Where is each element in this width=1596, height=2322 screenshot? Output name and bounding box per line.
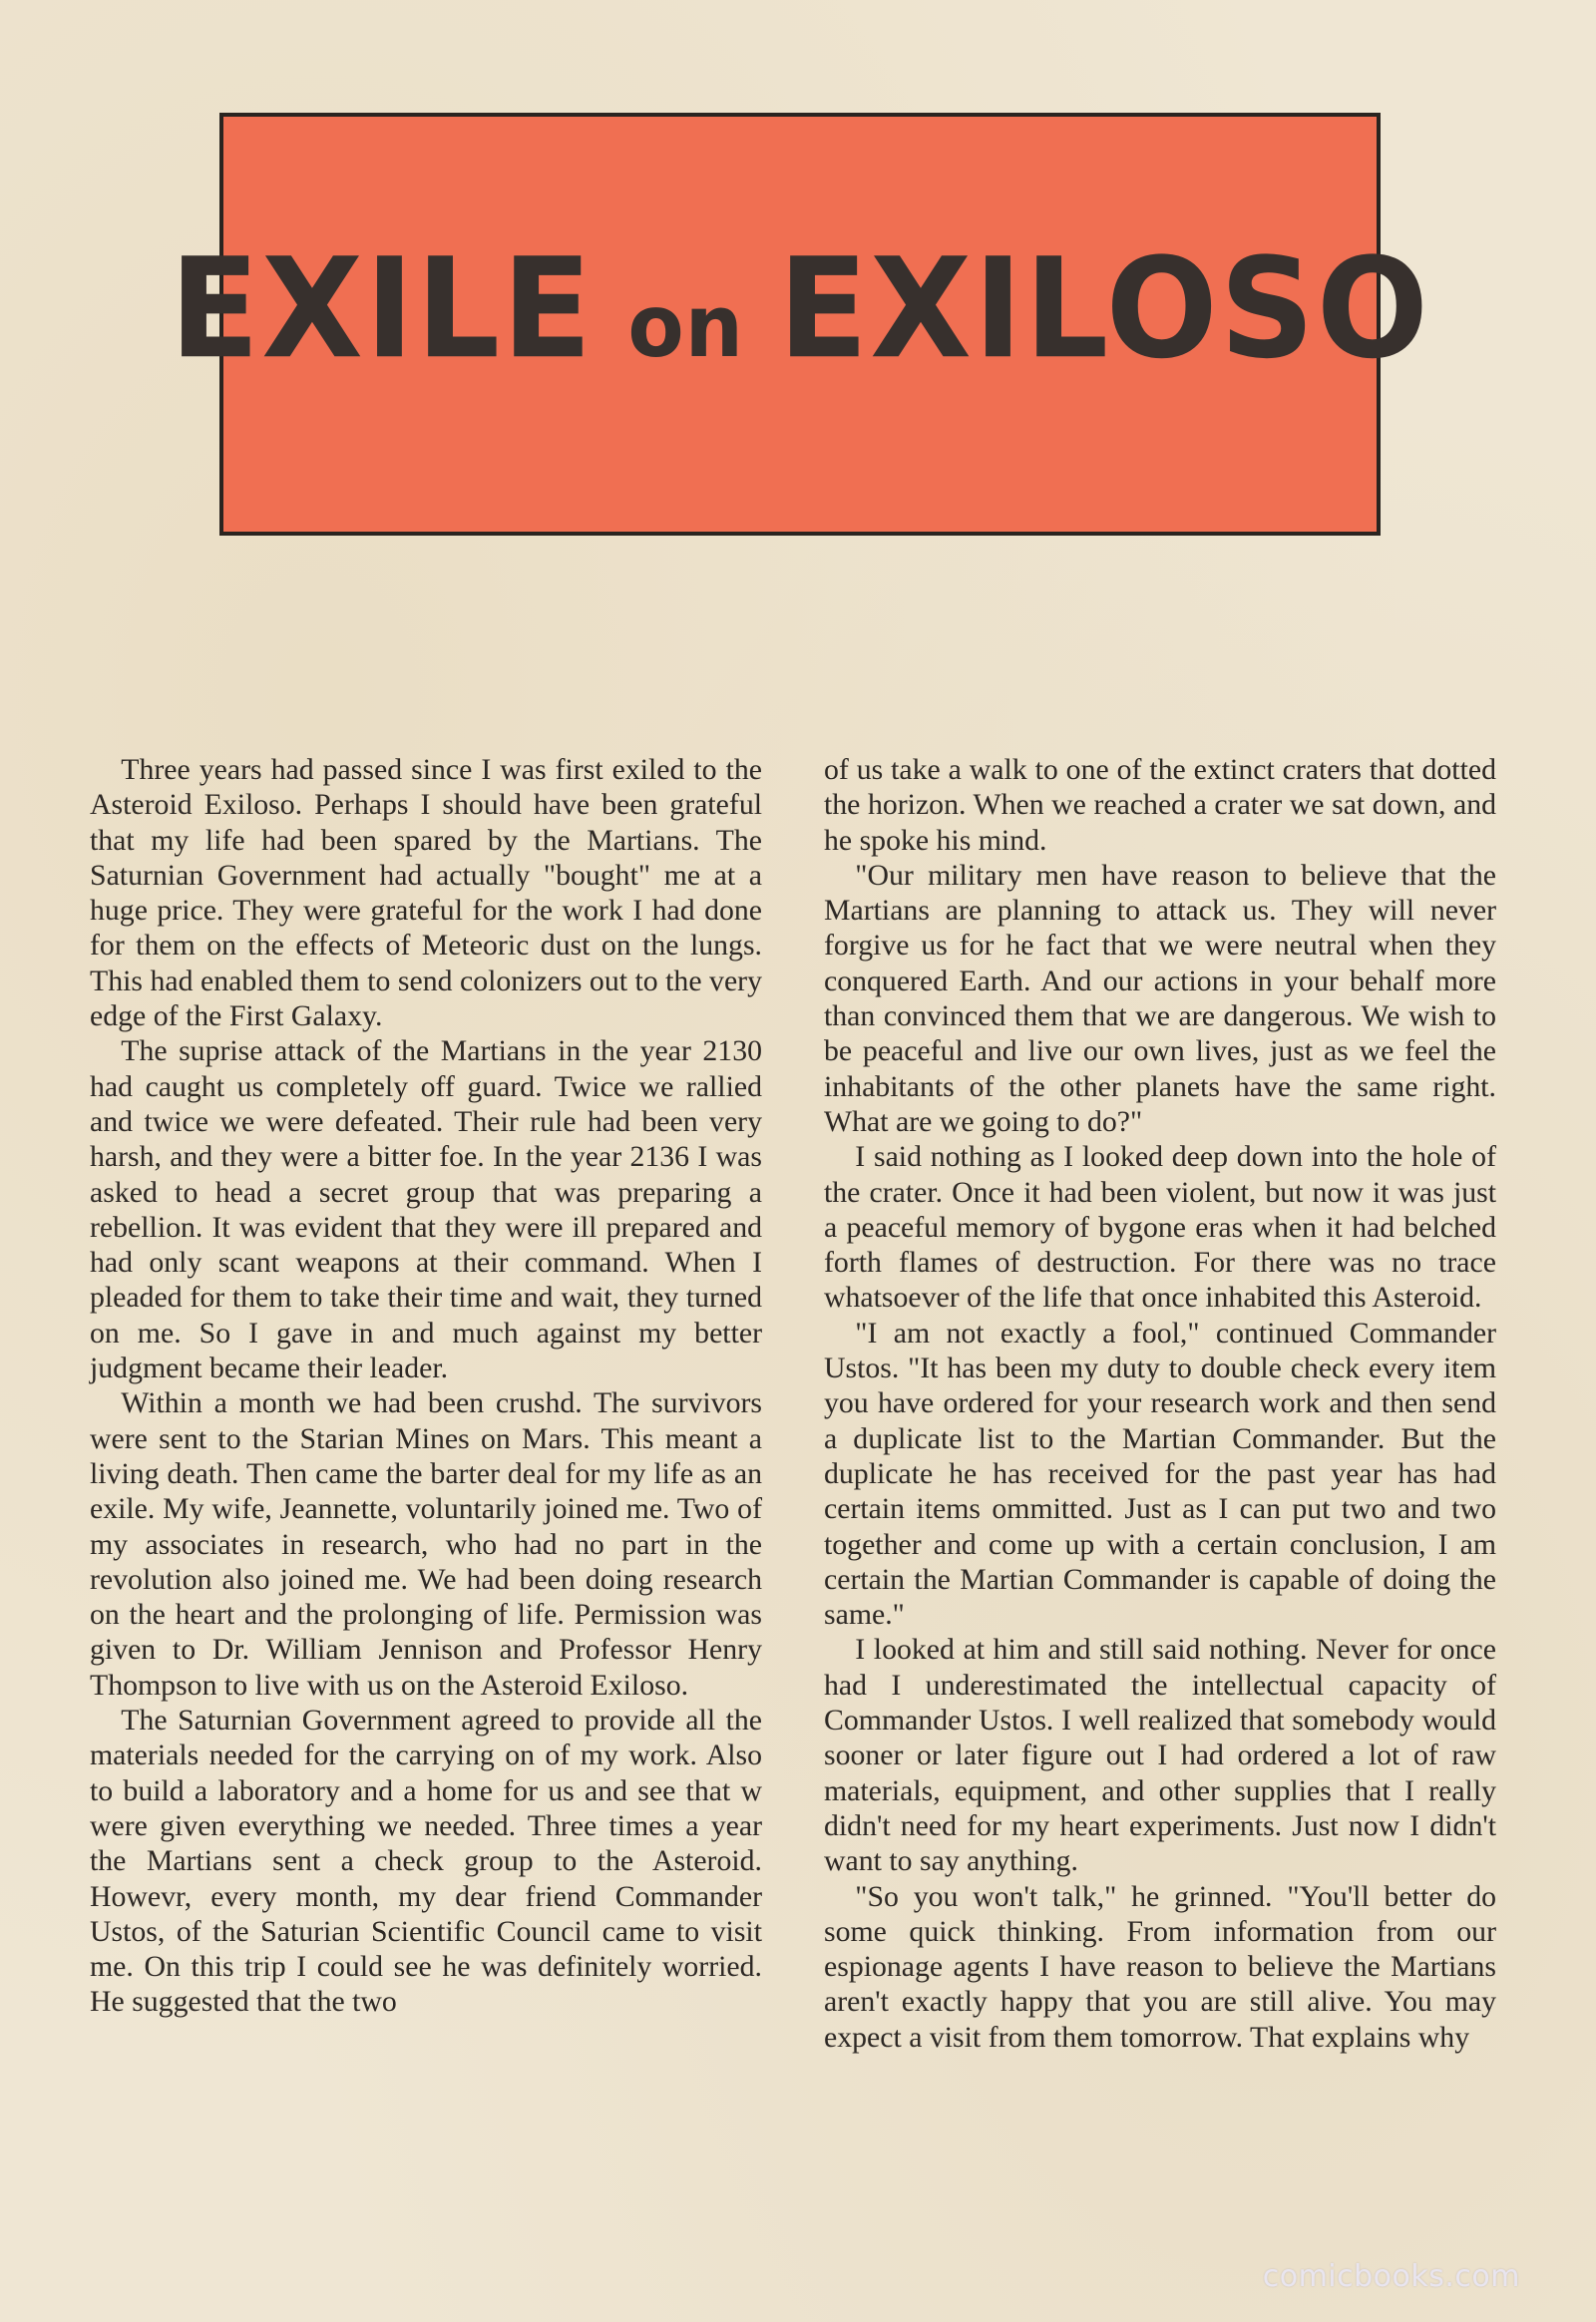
title-word-on: on (627, 277, 745, 378)
paragraph: I looked at him and still said nothing. Never for once had I underestimated the intellectual capacity of Commander Ustos. I well realized that somebody would sooner or later figure out I had ordered a lot of raw materials, equipment, and other supplies that I really didn't need for my heart experiments. Just now I didn't want to say anything. (824, 1633, 1496, 1878)
paragraph: Three years had passed since I was first exiled to the Asteroid Exiloso. Perhaps I should have been grateful that my life had been spared by the Martians. The Saturnian Government had actually "bought" me at a huge price. They were grateful for the work I had done for them on the effects of Meteoric dust on the lungs. This had enabled them to send colonizers out to the very edge of the First Galaxy. (90, 753, 762, 1033)
title-word-exile: EXILE (169, 228, 595, 390)
paragraph: "Our military men have reason to believe that the Martians are planning to attack us. They will never forgive us for he fact that we were neutral when they conquered Earth. And our actions in your behalf more than convinced them that we are dangerous. We wish to be peaceful and live our own lives, just as we feel the inhabitants of the other planets have the same right. What are we going to do?" (824, 858, 1496, 1138)
text-column-left (90, 752, 762, 2228)
paragraph: The suprise attack of the Martians in the year 2130 had caught us completely off guard. Twice we rallied and twice we were defeated. Their rule had been very harsh, and they were a bitter foe. In the year 2136 I was asked to head a secret group that was preparing a rebellion. It was evident that they were ill prepared and had only scant weapons at their command. When I pleaded for them to take their time and wait, they turned on me. So I gave in and much against my better judgment became their leader. (90, 1034, 762, 1385)
paragraph: of us take a walk to one of the extinct craters that dotted the horizon. When we reached a crater we sat down, and he spoke his mind. (824, 753, 1496, 857)
paragraph: The Saturnian Government agreed to provide all the materials needed for the carrying on of my work. Also to build a laboratory and a home for us and see that w were given everything we needed. Three times a year the Martians sent a check group to the Asteroid. Howevr, every month, my dear friend Commander Ustos, of the Saturian Scientific Council came to visit me. On this trip I could see he was definitely worried. He suggested that the two (90, 1704, 762, 2019)
title-panel (169, 113, 1431, 536)
title-word-exiloso: EXILOSO (778, 228, 1431, 390)
paragraph: I said nothing as I looked deep down into the hole of the crater. Once it had been violent, but now it was just a peaceful memory of bygone eras when it had belched forth flames of destruction. For there was no trace whatsoever of the life that once inhabited this Asteroid. (824, 1140, 1496, 1315)
paragraph: "I am not exactly a fool," continued Commander Ustos. "It has been my duty to double check every item you have ordered for your research work and then send a duplicate list to the Martian Commander. But the duplicate he has received for the past year has had certain items ommitted. Just as I can put two and two together and come up with a certain conclusion, I am certain the Martian Commander is capable of doing the same." (824, 1316, 1496, 1632)
story-title (170, 228, 1430, 390)
text-column-right (824, 752, 1496, 2228)
paragraph: Within a month we had been crushd. The survivors were sent to the Starian Mines on Mars. This meant a living death. Then came the barter deal for my life as an exile. My wife, Jeannette, voluntarily joined me. Two of my associates in research, who had no part in the revolution also joined me. We had been doing research on the heart and the prolonging of life. Permission was given to Dr. William Jennison and Professor Henry Thompson to live with us on the Asteroid Exiloso. (90, 1386, 762, 1702)
paragraph: "So you won't talk," he grinned. "You'll better do some quick thinking. From information from our espionage agents I have reason to believe the Martians aren't exactly happy that you are still alive. You may expect a visit from them tomorrow. That explains why (824, 1879, 1496, 2054)
site-watermark: comicbooks.com (1262, 2259, 1520, 2294)
